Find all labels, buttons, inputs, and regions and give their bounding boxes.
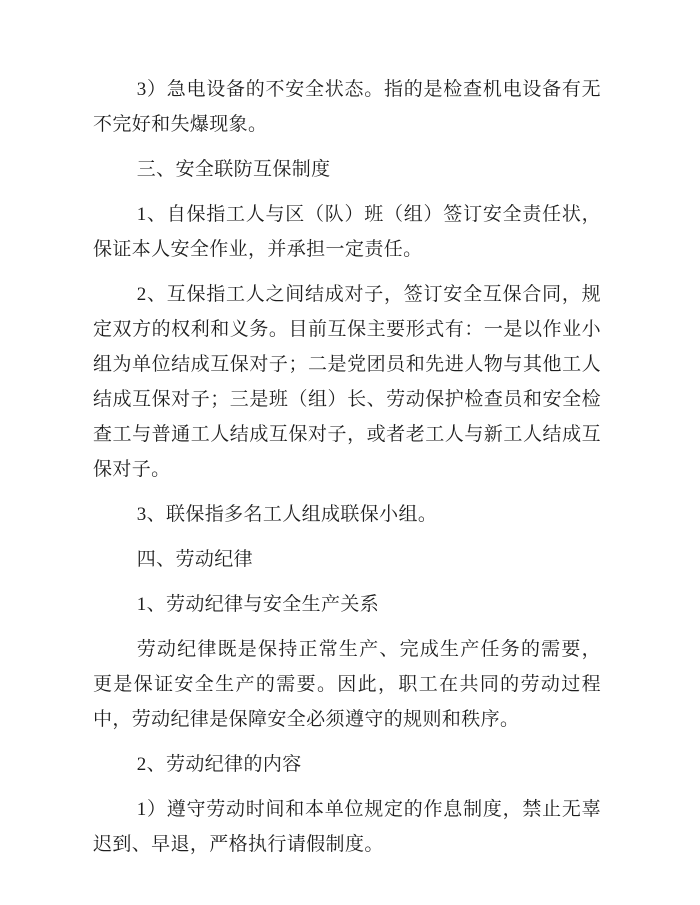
document-body xyxy=(93,72,601,862)
subheading-discipline-content: 2、劳动纪律的内容 xyxy=(136,754,302,775)
paragraph-work-time-rules: 1）遵守劳动时间和本单位规定的作息制度，禁止无辜迟到、早退，严格执行请假制度。 xyxy=(93,799,601,855)
section-heading-joint-defense-mutual-protection: 三、安全联防互保制度 xyxy=(136,159,331,180)
paragraph-self-protection: 1、自保指工人与区（队）班（组）签订安全责任状，保证本人安全作业，并承担一定责任。 xyxy=(93,204,601,260)
paragraph-discipline-explanation: 劳动纪律既是保持正常生产、完成生产任务的需要，更是保证安全生产的需要。因此，职工在共同的劳动过程中，劳动纪律是保障安全必须遵守的规则和秩序。 xyxy=(93,639,601,730)
paragraph-group-protection: 3、联保指多名工人组成联保小组。 xyxy=(136,504,438,525)
section-heading-labor-discipline: 四、劳动纪律 xyxy=(136,549,253,570)
paragraph-unsafe-equipment-state: 3）急电设备的不安全状态。指的是检查机电设备有无不完好和失爆现象。 xyxy=(93,79,601,135)
subheading-discipline-safety-relation: 1、劳动纪律与安全生产关系 xyxy=(136,594,380,615)
paragraph-mutual-protection: 2、互保指工人之间结成对子，签订安全互保合同，规定双方的权利和义务。目前互保主要形式有：一是以作业小组为单位结成互保对子；二是党团员和先进人物与其他工人结成互保对子；三是班（组）长、劳动保护检查员和安全检查工与普通工人结成互保对子，或者老工人与新工人结成互保对子。 xyxy=(93,284,601,480)
